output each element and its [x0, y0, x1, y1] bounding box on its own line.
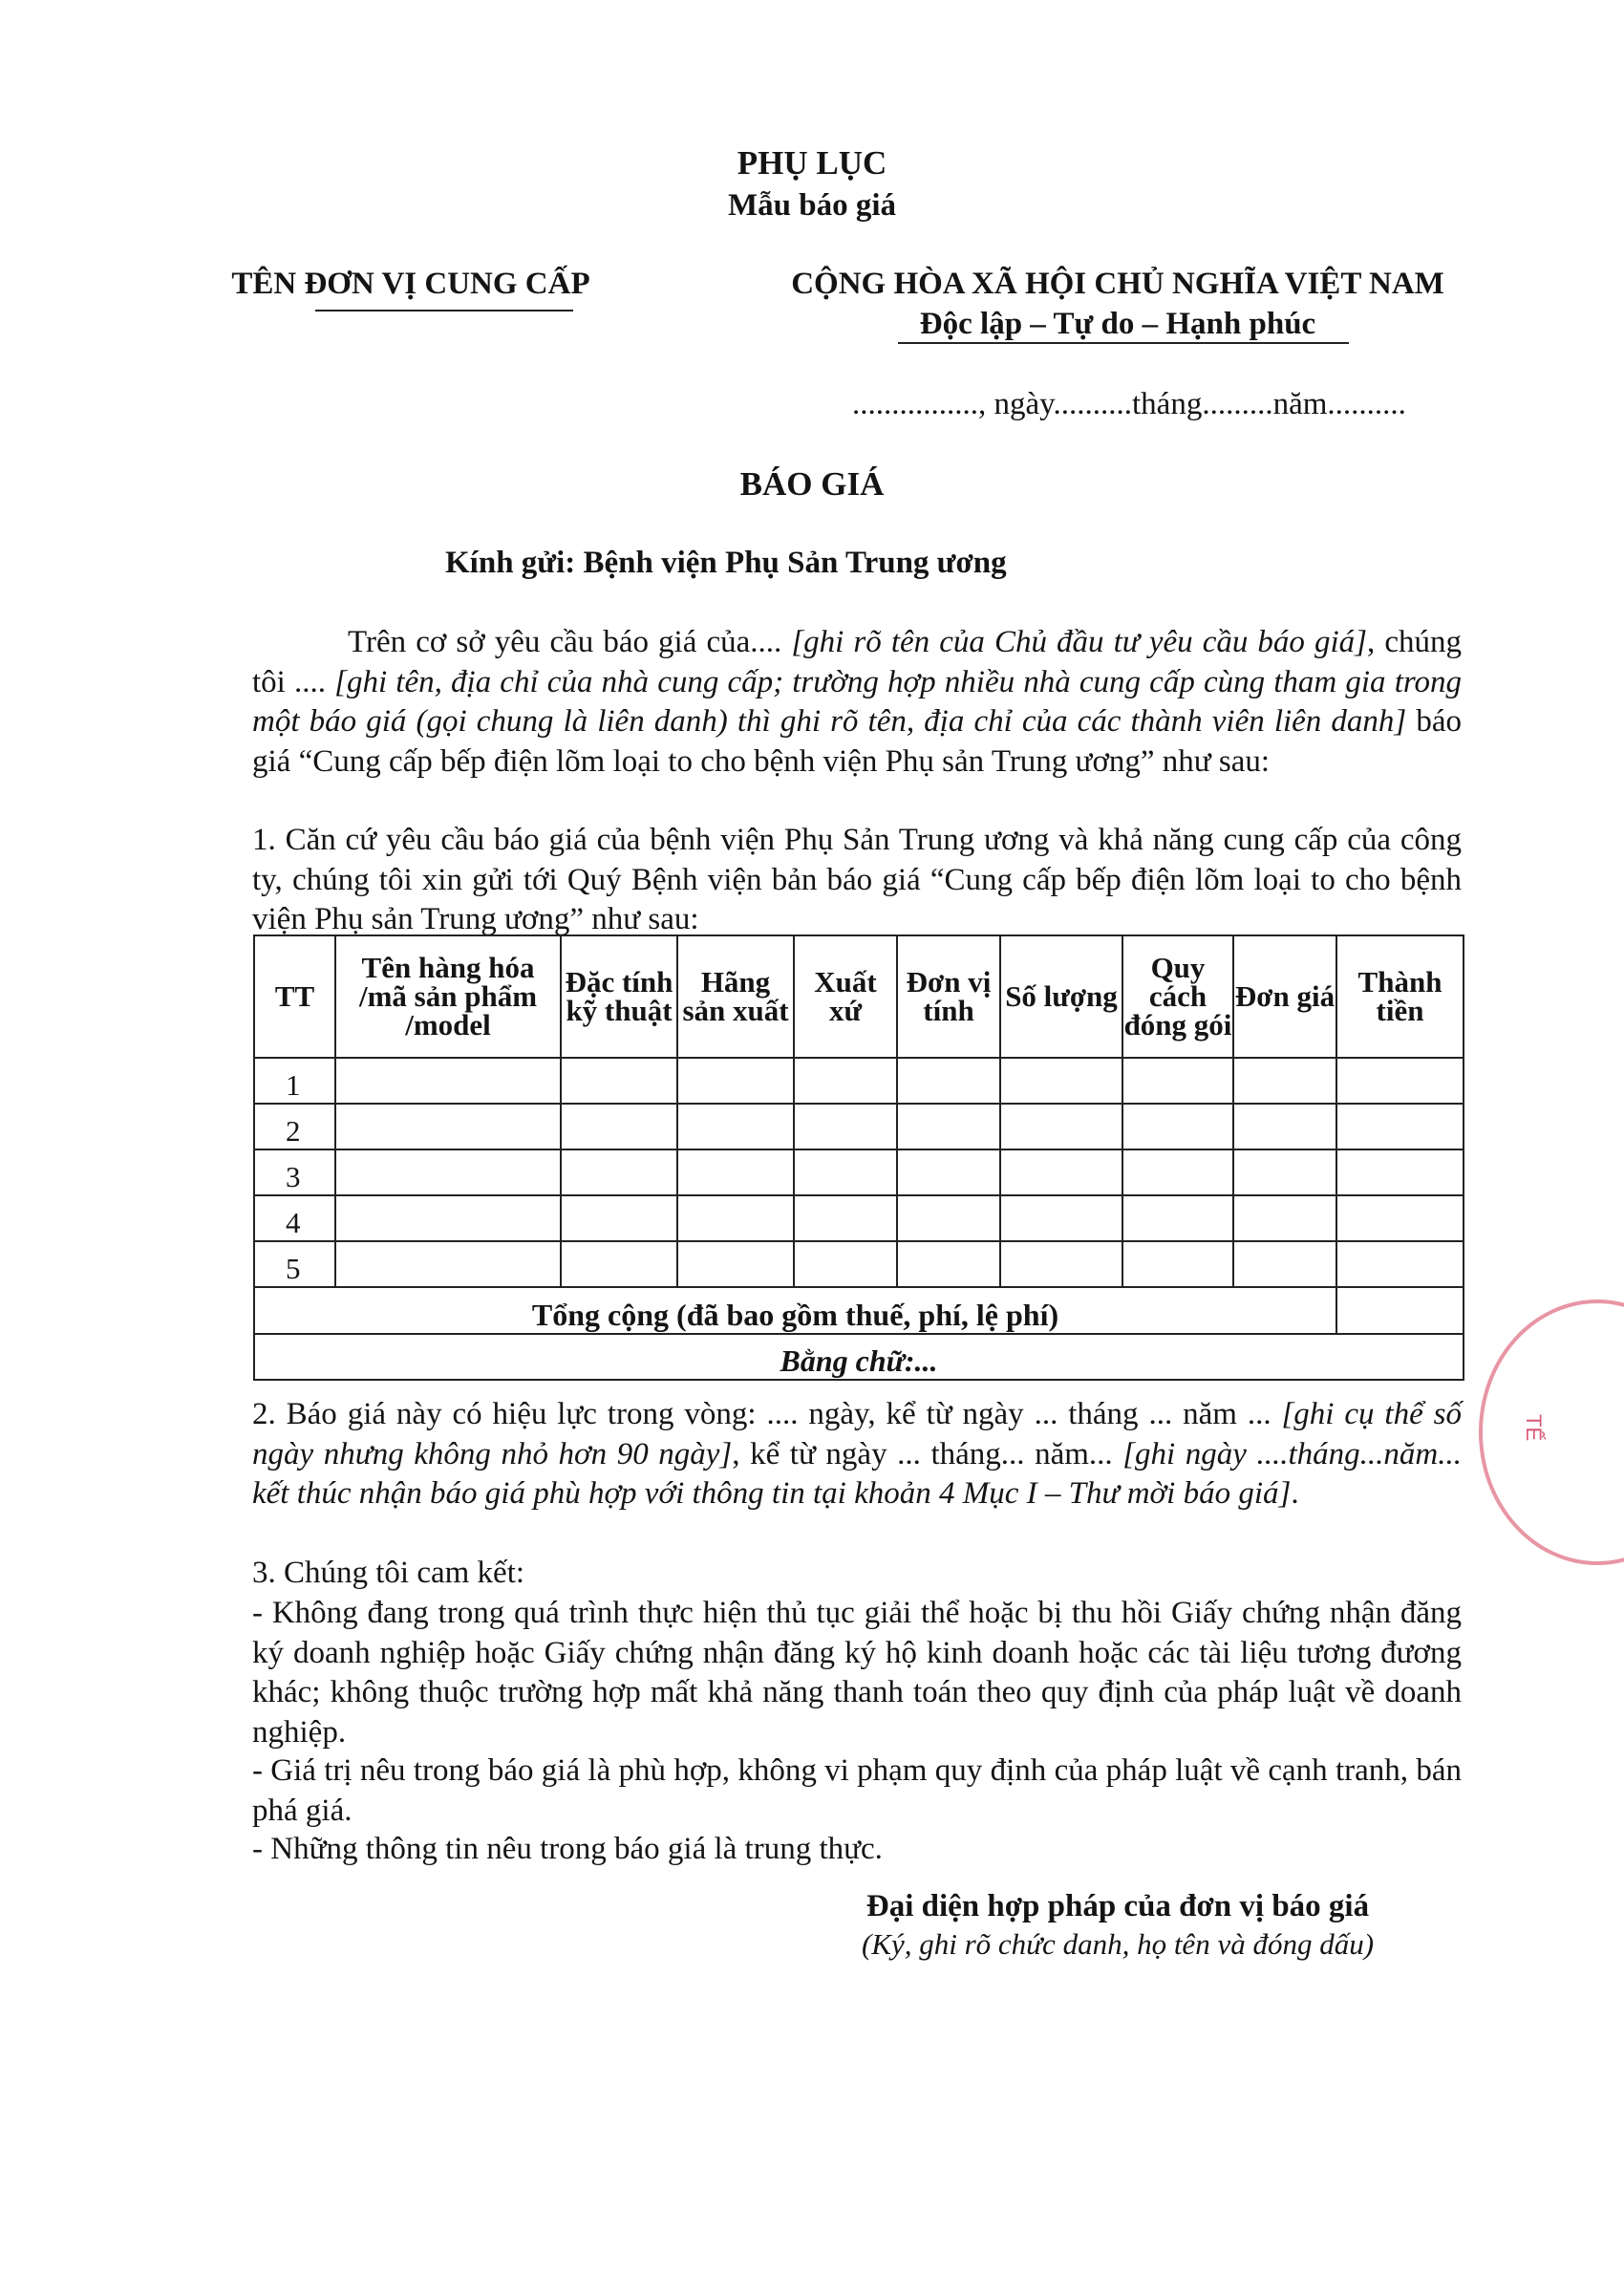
intro-text-c: , chúng tôi ....	[252, 625, 1462, 699]
item-cell	[1233, 1058, 1336, 1104]
motto: Độc lập – Tự do – Hạnh phúc	[919, 307, 1316, 341]
table-row	[254, 1104, 1464, 1149]
item-cell	[1122, 1241, 1233, 1287]
item-cell	[677, 1241, 794, 1287]
item-cell	[794, 1104, 897, 1149]
signature-note: (Ký, ghi rõ chức danh, họ tên và đóng dấu)	[861, 1927, 1375, 1961]
row-number: 4	[254, 1195, 335, 1241]
table-row	[254, 1149, 1464, 1195]
header-cell: Hãng sản xuất	[677, 935, 794, 1058]
header-cell: Quy cách đóng gói	[1122, 935, 1233, 1058]
supplier-label: TÊN ĐƠN VỊ CUNG CẤP	[231, 267, 590, 301]
table-row	[254, 1195, 1464, 1241]
total-value-cell	[1336, 1287, 1464, 1334]
validity-placeholder-days: [ghi cụ thể số ngày nhưng không nhỏ hơn 90 ngày]	[252, 1397, 1462, 1471]
item-cell	[1122, 1149, 1233, 1195]
item-cell	[1233, 1241, 1336, 1287]
header-cell: Đơn vị tính	[897, 935, 1000, 1058]
item-cell	[1000, 1149, 1122, 1195]
header-cell: Thành tiền	[1336, 935, 1464, 1058]
item-cell	[1336, 1149, 1464, 1195]
item-cell	[561, 1241, 677, 1287]
item-cell	[561, 1058, 677, 1104]
commitment-item-3: - Những thông tin nêu trong báo giá là trung thực.	[252, 1832, 883, 1866]
doc-title: BÁO GIÁ	[739, 465, 885, 503]
item-cell	[794, 1058, 897, 1104]
amount-in-words: Bằng chữ:...	[254, 1334, 1464, 1380]
table-row	[254, 1058, 1464, 1104]
item-cell	[794, 1195, 897, 1241]
item-cell	[677, 1104, 794, 1149]
item-cell	[897, 1104, 1000, 1149]
item-cell	[897, 1058, 1000, 1104]
header-cell: TT	[254, 935, 335, 1058]
intro-text-e: báo giá “Cung cấp bếp điện lõm loại to cho bệnh viện Phụ sản Trung ương” như sau:	[252, 704, 1462, 779]
item-cell	[677, 1058, 794, 1104]
item-cell	[794, 1241, 897, 1287]
item-cell	[1233, 1195, 1336, 1241]
item-cell	[1336, 1241, 1464, 1287]
recipient-line: Kính gửi: Bệnh viện Phụ Sản Trung ương	[445, 546, 1007, 580]
item-cell	[1336, 1195, 1464, 1241]
header-cell: Tên hàng hóa /mã sản phẩm /model	[335, 935, 561, 1058]
header-cell: Xuất xứ	[794, 935, 897, 1058]
table-row	[254, 1241, 1464, 1287]
item-cell	[1000, 1195, 1122, 1241]
commitment-item-1: - Không đang trong quá trình thực hiện thủ tục giải thể hoặc bị thu hồi Giấy chứng nhận đăng ký doanh nghiệp hoặc Giấy chứng nhận đăng ký hộ kinh doanh hoặc các tài liệu tương đương khác; không thuộc trường hợp mất khả năng thanh toán theo quy định của pháp luật về doanh nghiệp.	[252, 1596, 1462, 1750]
intro-placeholder-supplier: [ghi tên, địa chỉ của nhà cung cấp; trường hợp nhiều nhà cung cấp cùng tham gia trong một báo giá (gọi chung là liên danh) thì ghi rõ tên, địa chỉ của các thành viên liên danh]	[252, 664, 1462, 739]
date-line: ................, ngày..........tháng.........năm..........	[852, 387, 1406, 421]
row-number: 3	[254, 1149, 335, 1195]
intro-text-a: Trên cơ sở yêu cầu báo giá của....	[348, 625, 792, 659]
item-cell	[561, 1149, 677, 1195]
quote-table	[253, 934, 1464, 1381]
table-header-row	[254, 935, 1464, 1058]
item-cell	[561, 1104, 677, 1149]
total-label: Tổng cộng (đã bao gồm thuế, phí, lệ phí)	[254, 1287, 1336, 1334]
item-cell	[1122, 1104, 1233, 1149]
item-cell	[677, 1195, 794, 1241]
header-cell: Đơn giá	[1233, 935, 1336, 1058]
item-cell	[335, 1195, 561, 1241]
item-cell	[1000, 1104, 1122, 1149]
item-cell	[1233, 1149, 1336, 1195]
country-name: CỘNG HÒA XÃ HỘI CHỦ NGHĨA VIỆT NAM	[791, 267, 1444, 301]
validity-text-e: .	[1291, 1476, 1299, 1511]
item-cell	[1233, 1104, 1336, 1149]
commitments-title: 3. Chúng tôi cam kết:	[252, 1556, 525, 1590]
row-number: 1	[254, 1058, 335, 1104]
total-row	[254, 1287, 1464, 1334]
item-cell	[897, 1149, 1000, 1195]
signature-title: Đại diện hợp pháp của đơn vị báo giá	[865, 1889, 1370, 1923]
item-cell	[335, 1058, 561, 1104]
item-cell	[1000, 1058, 1122, 1104]
item-cell	[1336, 1058, 1464, 1104]
item-cell	[561, 1195, 677, 1241]
item-cell	[1122, 1058, 1233, 1104]
words-row	[254, 1334, 1464, 1380]
validity-paragraph	[252, 1395, 1462, 1514]
intro-placeholder-investor: [ghi rõ tên của Chủ đầu tư yêu cầu báo giá]	[791, 625, 1368, 659]
stamp-text: TẾ	[1522, 1414, 1546, 1442]
motto-underline	[898, 342, 1349, 344]
intro-paragraph	[252, 623, 1462, 782]
item-cell	[1000, 1241, 1122, 1287]
validity-text-c: , kể từ ngày ... tháng... năm...	[732, 1436, 1123, 1471]
item-cell	[897, 1195, 1000, 1241]
item-cell	[794, 1149, 897, 1195]
appendix-subtitle: Mẫu báo giá	[727, 188, 897, 223]
red-stamp	[1479, 1300, 1624, 1565]
commitment-item-2: - Giá trị nêu trong báo giá là phù hợp, không vi phạm quy định của pháp luật về cạnh tranh, bán phá giá.	[252, 1753, 1462, 1828]
item-cell	[677, 1149, 794, 1195]
item-cell	[1336, 1104, 1464, 1149]
supplier-underline	[315, 310, 573, 311]
header-cell: Đặc tính kỹ thuật	[561, 935, 677, 1058]
appendix-title: PHỤ LỤC	[737, 144, 887, 182]
section-1-paragraph: 1. Căn cứ yêu cầu báo giá của bệnh viện Phụ Sản Trung ương và khả năng cung cấp của công ty, chúng tôi xin gửi tới Quý Bệnh viện bản báo giá “Cung cấp bếp điện lõm loại to cho bệnh viện Phụ sản Trung ương” như sau:	[252, 823, 1462, 936]
item-cell	[1122, 1195, 1233, 1241]
row-number: 5	[254, 1241, 335, 1287]
header-cell: Số lượng	[1000, 935, 1122, 1058]
item-cell	[335, 1241, 561, 1287]
row-number: 2	[254, 1104, 335, 1149]
validity-placeholder-date: [ghi ngày ....tháng...năm... kết thúc nhận báo giá phù hợp với thông tin tại khoản 4 Mục I – Thư mời báo giá]	[252, 1436, 1462, 1511]
item-cell	[335, 1149, 561, 1195]
item-cell	[335, 1104, 561, 1149]
validity-text-a: 2. Báo giá này có hiệu lực trong vòng: .... ngày, kể từ ngày ... tháng ... năm ...	[252, 1397, 1282, 1431]
item-cell	[897, 1241, 1000, 1287]
